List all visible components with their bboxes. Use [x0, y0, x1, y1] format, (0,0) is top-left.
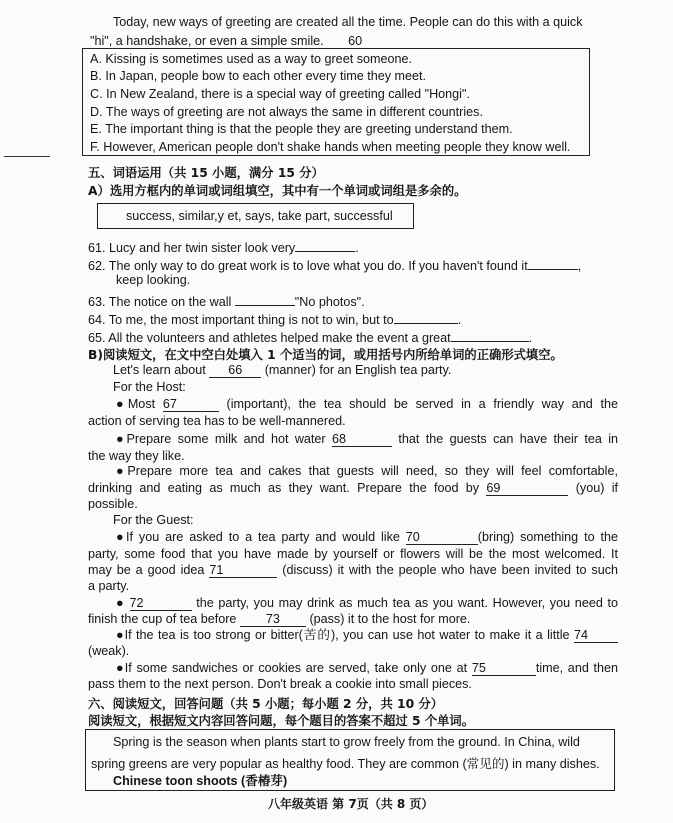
section5-part-a: A）选用方框内的单词或词组填空，其中有一个单词或词组是多余的。 [88, 184, 467, 198]
host-heading: For the Host: [113, 380, 186, 394]
blank-67[interactable]: 67 [163, 397, 219, 412]
question-62: 62. The only way to do great work is to love what you do. If you haven't found it , [88, 255, 581, 273]
reading-subheading: Chinese toon shoots (香椿芽) [113, 774, 288, 788]
option-a: A. Kissing is sometimes used as a way to greet someone. [90, 52, 412, 66]
intro-line-1: Today, new ways of greeting are created all the time. People can do this with a quick [113, 15, 583, 29]
line-67: ●Most 67 (important), the tea should be served in a friendly way and the [116, 397, 619, 411]
line-75: ●If some sandwiches or cookies are served, take only one at 75 time, and then [116, 661, 619, 675]
section5-heading: 五、词语运用（共 15 小题，满分 15 分） [88, 166, 324, 180]
blank-73[interactable]: 73 [240, 612, 306, 627]
section6-heading: 六、阅读短文，回答问题（共 5 小题；每小题 2 分，共 10 分） [88, 697, 444, 711]
line-73: finish the cup of tea before 73 (pass) it to the host for more. [88, 612, 471, 626]
blank-69[interactable]: 69 [486, 481, 568, 496]
option-c: C. In New Zealand, there is a special way of greeting called "Hongi". [90, 87, 470, 101]
option-e: E. The important thing is that the people they are greeting understand them. [90, 122, 513, 136]
line-70-cont: party, some food that you have made by yourself or flowers will be the most welcomed. It [88, 547, 618, 561]
page-footer: 八年级英语 第 7页（共 8 页） [268, 797, 434, 811]
line-72: ● 72 the party, you may drink as much tea as you want. However, you need to [116, 596, 619, 610]
line-71: may be a good idea 71 (discuss) it with the people who have been invited to such [88, 563, 619, 577]
blank-68[interactable]: 68 [332, 432, 392, 447]
line-68: ●Prepare some milk and hot water 68 that the guests can have their tea in [116, 432, 618, 446]
blank-65[interactable] [451, 327, 529, 342]
intro-line-2 [90, 34, 383, 49]
line-68-cont: the way they like. [88, 449, 185, 463]
blank-66[interactable]: 66 [209, 363, 261, 378]
question-62-cont: keep looking. [116, 273, 191, 287]
line-70: ●If you are asked to a tea party and would like 70 (bring) something to the [116, 530, 618, 544]
reading-line-1: Spring is the season when plants start to grow freely from the ground. In China, wild [113, 735, 580, 749]
line-69-a: ●Prepare more tea and cakes that guests will need, so they will feel comfortable, [116, 464, 618, 478]
word-box-text: success, similar,y et, says, take part, successful [126, 209, 393, 223]
reading-line-2: spring greens are very popular as healthy food. They are common (常见的) in many dishes. [91, 757, 600, 771]
line-75-cont: pass them to the next person. Don't break a cookie into small pieces. [88, 677, 472, 691]
line-69-c: possible. [88, 497, 138, 511]
blank-72[interactable]: 72 [130, 596, 192, 611]
question-65: 65. All the volunteers and athletes helped make the event a great . [88, 327, 532, 345]
section5-part-b: B)阅读短文，在文中空白处填入 1 个适当的词，或用括号内所给单词的正确形式填空。 [88, 348, 563, 362]
blank-74[interactable]: 74 [574, 628, 618, 643]
blank-62[interactable] [528, 255, 578, 270]
question-61: 61. Lucy and her twin sister look very . [88, 237, 359, 255]
blank-70[interactable]: 70 [406, 530, 478, 545]
margin-mark [4, 156, 50, 157]
guest-heading: For the Guest: [113, 513, 194, 527]
blank-75[interactable]: 75 [472, 661, 536, 676]
line-67-cont: action of serving tea has to be well-mannered. [88, 414, 346, 428]
line-74: ●If the tea is too strong or bitter(苦的), you can use hot water to make it a little 74 [88, 627, 618, 643]
blank-61[interactable] [295, 237, 355, 252]
question-64: 64. To me, the most important thing is not to win, but to . [88, 309, 461, 327]
blank-71[interactable]: 71 [209, 563, 277, 578]
line-69-b: drinking and eating as much as they want. Prepare the food by 69 (you) if [88, 481, 618, 495]
option-f: F. However, American people don't shake hands when meeting people they know well. [90, 140, 571, 154]
question-63: 63. The notice on the wall "No photos". [88, 291, 365, 309]
option-d: D. The ways of greeting are not always the same in different countries. [90, 105, 483, 119]
line-71-cont: a party. [88, 579, 130, 593]
section6-instructions: 阅读短文，根据短文内容回答问题，每个题目的答案不超过 5 个单词。 [88, 714, 475, 728]
line-74-cont: (weak). [88, 644, 130, 658]
option-b: B. In Japan, people bow to each other every time they meet. [90, 69, 427, 83]
blank-60[interactable]: 60 [327, 34, 383, 49]
blank-63[interactable] [235, 291, 295, 306]
blank-64[interactable] [394, 309, 458, 324]
intro-line-2-text: "hi", a handshake, or even a simple smile. [90, 34, 324, 48]
passage-intro: Let's learn about 66 (manner) for an English tea party. [113, 363, 452, 377]
